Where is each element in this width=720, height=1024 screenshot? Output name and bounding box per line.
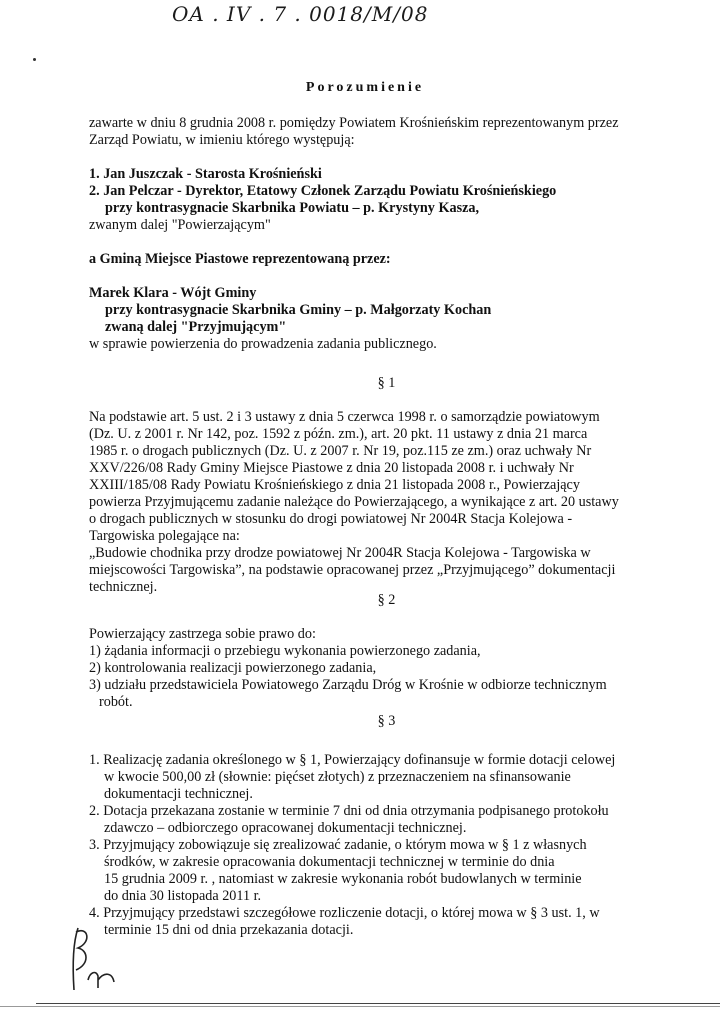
s3-item-text: Realizację zadania określonego w § 1, Powierzający dofinansuje w formie dotacji celowej bbox=[103, 752, 616, 768]
s2-item: 1) żądania informacji o przebiegu wykonania powierzonego zadania, bbox=[89, 643, 481, 659]
s1-line: Na podstawie art. 5 ust. 2 i 3 ustawy z dnia 5 czerwca 1998 r. o samorządzie powiatowym bbox=[89, 409, 600, 425]
s3-item-3 bbox=[89, 837, 684, 905]
s1-line: „Budowie chodnika przy drodze powiatowej Nr 2004R Stacja Kolejowa - Targowiska w bbox=[89, 545, 591, 561]
s1-line: technicznej. bbox=[89, 579, 158, 595]
document-title: Porozumienie bbox=[305, 80, 425, 95]
agreement-matter: w sprawie powierzenia do prowadzenia zadania publicznego. bbox=[89, 336, 437, 352]
footer-rule-scan-edge bbox=[0, 1006, 720, 1007]
s3-item-text: Dotacja przekazana zostanie w terminie 7 dni od dnia otrzymania podpisanego protokołu bbox=[103, 803, 609, 819]
s3-item-2 bbox=[89, 803, 684, 837]
gmina-representative: Marek Klara - Wójt Gminy bbox=[89, 285, 257, 301]
gmina-countersign: przy kontrasygnacie Skarbnika Gminy – p. Małgorzaty Kochan bbox=[105, 302, 492, 318]
s1-line: 1985 r. o drogach publicznych (Dz. U. z 2007 r. Nr 19, poz.115 ze zm.) oraz uchwały Nr bbox=[89, 443, 592, 459]
s2-item: 3) udziału przedstawiciela Powiatowego Zarządu Dróg w Krośnie w odbiorze technicznym bbox=[89, 677, 607, 693]
document-reference-handwritten: OA . IV . 7 . 0018/M/08 bbox=[172, 2, 429, 26]
s3-item-text: 15 grudnia 2009 r. , natomiast w zakresie wykonania robót budowlanych w terminie bbox=[104, 871, 582, 887]
s1-line: XXV/226/08 Rady Gminy Miejsce Piastowe z dnia 20 listopada 2008 r. i uchwały Nr bbox=[89, 460, 574, 476]
s3-item-text: terminie 15 dni od dnia przekazania dotacji. bbox=[104, 922, 354, 938]
s2-lead: Powierzający zastrzega sobie prawo do: bbox=[89, 626, 316, 642]
scan-speck bbox=[33, 58, 36, 61]
s3-item-text: zdawczo – odbiorczego opracowanej dokumentacji technicznej. bbox=[104, 820, 467, 836]
s3-item-number: 2. bbox=[89, 803, 100, 819]
s3-item-number: 4. bbox=[89, 905, 100, 921]
s3-item-text: w kwocie 500,00 zł (słownie: pięćset złotych) z przeznaczeniem na sfinansowanie bbox=[104, 769, 571, 785]
s1-line: o drogach publicznych w stosunku do drogi powiatowej Nr 2004R Stacja Kolejowa - bbox=[89, 511, 573, 527]
intro-line: Zarząd Powiatu, w imieniu którego występują: bbox=[89, 132, 355, 148]
intro-line: zawarte w dniu 8 grudnia 2008 r. pomiędzy Powiatem Krośnieńskim reprezentowanym przez bbox=[89, 115, 619, 131]
footer-rule bbox=[36, 1003, 720, 1004]
s1-line: miejscowości Targowiska”, na podstawie opracowanej przez „Przyjmującego” dokumentacji bbox=[89, 562, 616, 578]
section-1-heading: § 1 bbox=[377, 375, 396, 391]
document-body bbox=[89, 115, 684, 939]
called-powierzajacy: zwanym dalej "Powierzającym" bbox=[89, 217, 271, 233]
s3-item-text: środków, w zakresie opracowania dokumentacji technicznej w terminie do dnia bbox=[104, 854, 555, 870]
representative-1: 1. Jan Juszczak - Starosta Krośnieński bbox=[89, 166, 322, 182]
s3-item-4 bbox=[89, 905, 684, 939]
gmina-line: a Gminą Miejsce Piastowe reprezentowaną przez: bbox=[89, 251, 391, 267]
s1-line: (Dz. U. z 2001 r. Nr 142, poz. 1592 z późn. zm.), art. 20 pkt. 11 ustawy z dnia 21 marca bbox=[89, 426, 588, 442]
s1-line: Targowiska polegające na: bbox=[89, 528, 240, 544]
s2-item-continuation: robót. bbox=[99, 694, 133, 710]
s1-line: XXIII/185/08 Rady Powiatu Krośnieńskiego z dnia 21 listopada 2008 r., Powierzający bbox=[89, 477, 580, 493]
representative-2: 2. Jan Pelczar - Dyrektor, Etatowy Członek Zarządu Powiatu Krośnieńskiego bbox=[89, 183, 557, 199]
called-przyjmujacy: zwaną dalej "Przyjmującym" bbox=[105, 319, 287, 335]
s3-item-1 bbox=[89, 752, 684, 803]
representative-2-countersign: przy kontrasygnacie Skarbnika Powiatu – p. Krystyny Kasza, bbox=[105, 200, 480, 216]
s3-item-number: 3. bbox=[89, 837, 100, 853]
s1-line: powierza Przyjmującemu zadanie należące do Powierzającego, a wynikające z art. 20 ustawy bbox=[89, 494, 619, 510]
section-3-heading: § 3 bbox=[377, 713, 396, 729]
s3-item-text: do dnia 30 listopada 2011 r. bbox=[104, 888, 262, 904]
s3-item-text: Przyjmujący przedstawi szczegółowe rozliczenie dotacji, o której mowa w § 3 ust. 1, w bbox=[103, 905, 600, 921]
s2-item: 2) kontrolowania realizacji powierzonego zadania, bbox=[89, 660, 377, 676]
s3-item-number: 1. bbox=[89, 752, 100, 768]
handwritten-initials-signature bbox=[58, 920, 128, 1000]
s3-item-text: Przyjmujący zobowiązuje się zrealizować zadanie, o którym mowa w § 1 z własnych bbox=[103, 837, 587, 853]
s3-item-text: dokumentacji technicznej. bbox=[104, 786, 253, 802]
section-2-heading: § 2 bbox=[377, 592, 396, 608]
